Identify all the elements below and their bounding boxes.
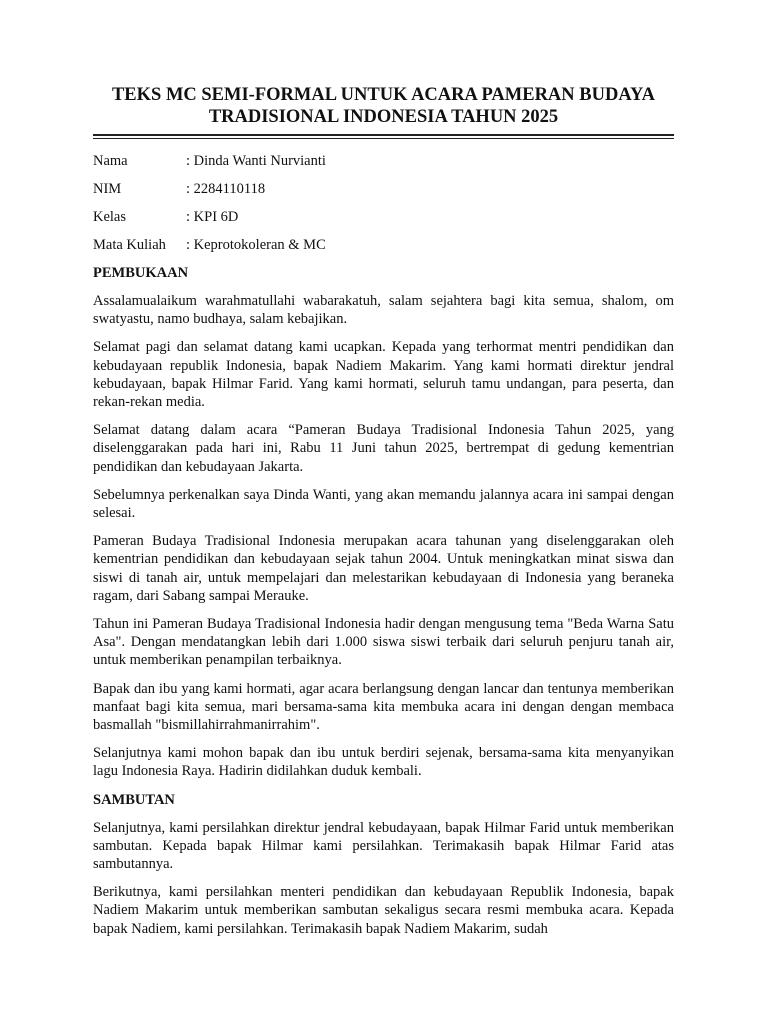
paragraph-salam: Assalamualaikum warahmatullahi wabarakatuh, salam sejahtera bagi kita semua, shalom, om swatyastu, namo budhaya, salam kebajikan. <box>93 293 674 328</box>
paragraph-sambutan-nadiem: Berikutnya, kami persilahkan menteri pendidikan dan kebudayaan Republik Indonesia, bapak Nadiem Makarim untuk memberikan sambutan sekaligus secara resmi membuka acara. Kepada bapak Nadiem, kami persilahkan. Terimakasih bapak Nadiem Makarim, sudah <box>93 884 674 937</box>
info-row-mata-kuliah <box>93 231 674 259</box>
info-value: : 2284110118 <box>186 181 266 197</box>
info-label: Kelas <box>93 209 127 225</box>
info-value: : Keprotokoleran & MC <box>186 237 326 253</box>
paragraph-selamat-datang: Selamat datang dalam acara “Pameran Budaya Tradisional Indonesia Tahun 2025, yang diselenggarakan pada hari ini, Rabu 11 Juni tahun 2025, bertrempat di gedung kementrian pendidikan dan kebudayaan Jakarta. <box>93 422 674 475</box>
paragraph-tema: Tahun ini Pameran Budaya Tradisional Indonesia hadir dengan mengusung tema "Beda Warna Satu Asa". Dengan mendatangkan lebih dari 1.000 siswa siswi terbaik dari seluruh penjuru tanah air, untuk memberikan penampilan terbaiknya. <box>93 616 674 669</box>
document-content <box>93 84 674 948</box>
title-double-rule <box>93 134 674 139</box>
info-row-kelas <box>93 203 674 231</box>
paragraph-basmallah: Bapak dan ibu yang kami hormati, agar acara berlangsung dengan lancar dan tentunya memberikan manfaat bagi kita semua, mari bersama-sama kita membuka acara ini dengan dengan membaca basmallah "bismillahirrahmanirrahim". <box>93 680 674 734</box>
info-label: Nama <box>93 153 128 169</box>
info-row-nim <box>93 175 674 203</box>
section-heading-sambutan: SAMBUTAN <box>93 791 175 808</box>
info-value: : Dinda Wanti Nurvianti <box>186 153 326 169</box>
section-heading-pembukaan: PEMBUKAAN <box>93 265 189 281</box>
student-info <box>93 147 674 259</box>
paragraph-indonesia-raya: Selanjutnya kami mohon bapak dan ibu untuk berdiri sejenak, bersama-sama kita menyanyikan lagu Indonesia Raya. Hadirin didilahkan duduk kembali. <box>93 745 674 780</box>
document-title <box>93 84 674 128</box>
info-row-nama <box>93 147 674 175</box>
info-value: : KPI 6D <box>186 209 239 225</box>
rule-thin <box>93 138 674 139</box>
title-line-2: TRADISIONAL INDONESIA TAHUN 2025 <box>208 107 559 127</box>
title-line-1: TEKS MC SEMI-FORMAL UNTUK ACARA PAMERAN BUDAYA <box>111 85 656 105</box>
info-label: NIM <box>93 181 122 197</box>
paragraph-sambutan-hilmar: Selanjutnya, kami persilahkan direktur jendral kebudayaan, bapak Hilmar Farid untuk memberikan sambutan. Kepada bapak Hilmar kami persilahkan. Terimakasih bapak Hilmar Farid atas sambutannya. <box>93 819 674 873</box>
paragraph-perkenalan: Sebelumnya perkenalkan saya Dinda Wanti, yang akan memandu jalannya acara ini sampai dengan selesai. <box>93 486 674 522</box>
paragraph-selamat-pagi: Selamat pagi dan selamat datang kami ucapkan. Kepada yang terhormat mentri pendidikan dan kebudayaan republik Indonesia, bapak Nadiem Makarim. Yang kami hormati direktur jendral kebudayaan, bapak Hilmar Farid. Yang kami hormati, seluruh tamu undangan, para peserta, dan rekan-rekan media. <box>93 339 674 411</box>
info-label: Mata Kuliah <box>93 237 166 253</box>
paragraph-tentang-pameran: Pameran Budaya Tradisional Indonesia merupakan acara tahunan yang diselenggarakan oleh kementrian pendidikan dan kebudayaan sejak tahun 2004. Untuk meningkatkan minat siswa dan siswi di tanah air, untuk mempelajari dan melestarikan kebudayaan di Indonesia yang beraneka ragam, dari Sabang sampai Merauke. <box>93 533 674 604</box>
rule-thick <box>93 134 674 136</box>
